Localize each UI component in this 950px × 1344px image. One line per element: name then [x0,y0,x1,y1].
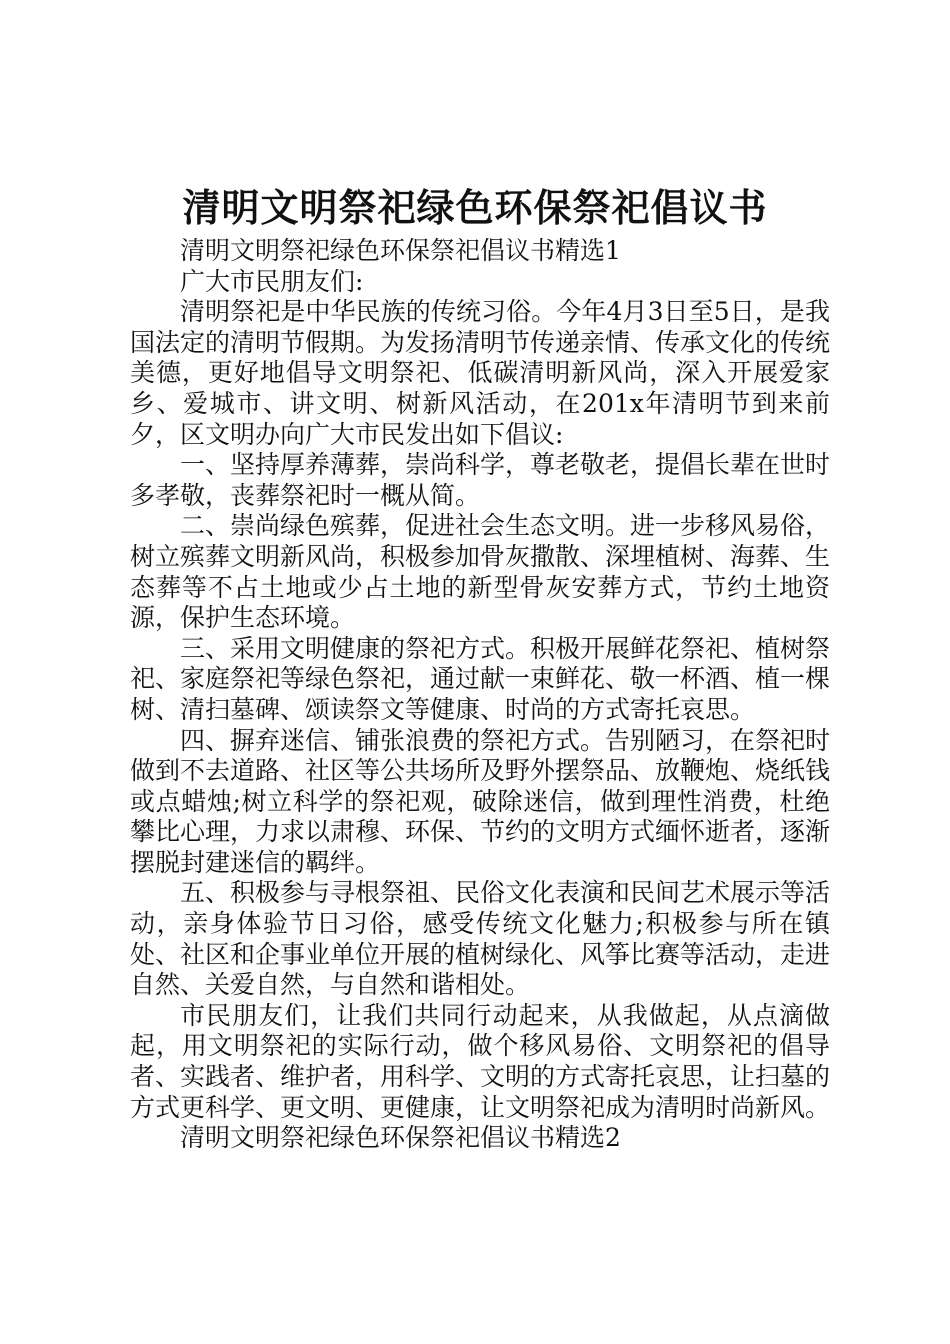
section-heading-2: 清明文明祭祀绿色环保祭祀倡议书精选2 [180,1123,621,1153]
proposal-item-2: 二、崇尚绿色殡葬，促进社会生态文明。进一步移风易俗，树立殡葬文明新风尚，积极参加骨灰撒散、深埋植树、海葬、生态葬等不占土地或少占土地的新型骨灰安葬方式，节约土地资源，保护生态环境。 [130,511,831,633]
salutation: 广大市民朋友们: [180,266,364,296]
proposal-item-3: 三、采用文明健康的祭祀方式。积极开展鲜花祭祀、植树祭祀、家庭祭祀等绿色祭祀，通过献一束鲜花、敬一杯酒、植一棵树、清扫墓碑、颂读祭文等健康、时尚的方式寄托哀思。 [130,633,831,724]
proposal-item-5: 五、积极参与寻根祭祖、民俗文化表演和民间艺术展示等活动，亲身体验节日习俗，感受传统文化魅力;积极参与所在镇处、社区和企事业单位开展的植树绿化、风筝比赛等活动，走进自然、关爱自然，与自然和谐相处。 [130,878,831,1000]
proposal-item-1: 一、坚持厚养薄葬，崇尚科学，尊老敬老，提倡长辈在世时多孝敬，丧葬祭祀时一概从简。 [130,450,831,510]
document-body [130,236,830,1154]
proposal-item-4: 四、摒弃迷信、铺张浪费的祭祀方式。告别陋习，在祭祀时做到不去道路、社区等公共场所及野外摆祭品、放鞭炮、烧纸钱或点蜡烛;树立科学的祭祀观，破除迷信，做到理性消费，杜绝攀比心理，力求以肃穆、环保、节约的文明方式缅怀逝者，逐渐摆脱封建迷信的羁绊。 [130,725,831,877]
section-heading-1: 清明文明祭祀绿色环保祭祀倡议书精选1 [180,236,621,265]
document-title: 清明文明祭祀绿色环保祭祀倡议书 [182,185,768,230]
intro-paragraph: 清明祭祀是中华民族的传统习俗。今年4月3日至5日，是我国法定的清明节假期。为发扬清明节传递亲情、传承文化的传统美德，更好地倡导文明祭祀、低碳清明新风尚，深入开展爱家乡、爱城市、讲文明、树新风活动，在201x年清明节到来前夕，区文明办向广大市民发出如下倡议: [130,297,831,449]
closing-paragraph: 市民朋友们，让我们共同行动起来，从我做起，从点滴做起，用文明祭祀的实际行动，做个移风易俗、文明祭祀的倡导者、实践者、维护者，用科学、文明的方式寄托哀思，让扫墓的方式更科学、更文明、更健康，让文明祭祀成为清明时尚新风。 [130,1000,831,1122]
